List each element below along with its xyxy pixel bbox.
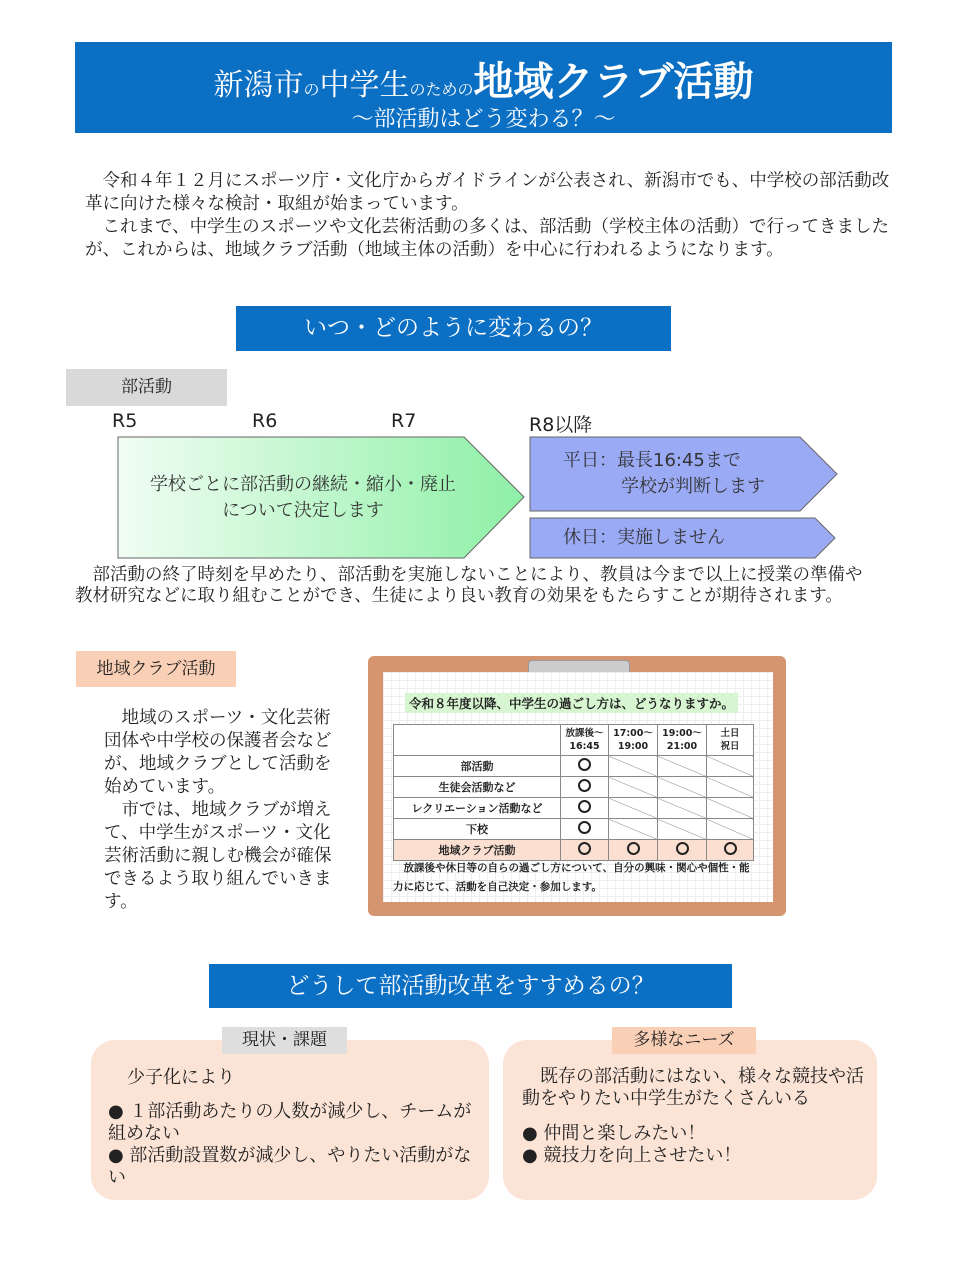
col-line: 19:00～ bbox=[662, 728, 702, 739]
needs-box bbox=[503, 1040, 877, 1200]
year-r7: R7 bbox=[391, 410, 417, 432]
bullet: ● 競技力を向上させたい！ bbox=[522, 1145, 742, 1166]
needs-lead: 既存の部活動にはない、様々な競技や活動をやりたい中学生がたくさんいる bbox=[522, 1066, 864, 1109]
header-blank bbox=[394, 725, 561, 756]
bukatsu-tag: 部活動 bbox=[66, 369, 227, 406]
page-subtitle: ～部活動はどう変わる？～ bbox=[351, 107, 616, 132]
circle-mark-cell bbox=[561, 777, 609, 798]
schedule-table bbox=[393, 724, 754, 861]
slashed-cell bbox=[658, 798, 707, 819]
slashed-cell bbox=[658, 777, 707, 798]
table-row bbox=[394, 798, 754, 819]
col-line: 放課後～ bbox=[565, 728, 604, 739]
col-header bbox=[658, 725, 707, 756]
col-header bbox=[707, 725, 754, 756]
text-line: 学校ごとに部活動の継続・縮小・廃止 bbox=[150, 474, 456, 495]
row-label: 部活動 bbox=[394, 756, 561, 777]
text-line: について決定します bbox=[222, 500, 384, 521]
circle-mark-cell bbox=[658, 840, 707, 861]
circle-mark-cell bbox=[561, 819, 609, 840]
needs-tag: 多様なニーズ bbox=[612, 1027, 756, 1054]
slashed-cell bbox=[658, 756, 707, 777]
club-tag: 地域クラブ活動 bbox=[76, 651, 236, 687]
circle-mark-cell bbox=[561, 798, 609, 819]
slashed-cell bbox=[707, 798, 754, 819]
bukatsu-note: 部活動の終了時刻を早めたり、部活動を実施しないことにより、教員は今まで以上に授業の準備や教材研究などに取り組むことができ、生徒により良い教育の効果をもたらすことが期待されます。 bbox=[75, 565, 863, 606]
schedule-footnote: 放課後や休日等の自らの過ごし方について、自分の興味・関心や個性・能力に応じて、活動を自己決定・参加します。 bbox=[393, 862, 750, 893]
schedule-title: 令和８年度以降、中学生の過ごし方は、どうなりますか。 bbox=[405, 693, 738, 713]
issues-tag: 現状・課題 bbox=[222, 1027, 347, 1054]
title-part: の bbox=[303, 80, 320, 99]
slashed-cell bbox=[609, 756, 658, 777]
title-part: 中学生 bbox=[319, 68, 410, 103]
slashed-cell bbox=[609, 798, 658, 819]
bullet: ● １部活動あたりの人数が減少し、チームが組めない bbox=[108, 1101, 472, 1144]
table-row bbox=[394, 819, 754, 840]
club-text: 地域のスポーツ・文化芸術団体や中学校の保護者会などが、地域クラブとして活動を始めています。 市では、地域クラブが増えて、中学生がスポーツ・文化芸術活動に親しむ機会が確保できるよう取り組んでいきます。 bbox=[104, 708, 332, 912]
circle-icon bbox=[627, 842, 640, 855]
table-row bbox=[394, 840, 754, 861]
circle-mark-cell bbox=[707, 840, 754, 861]
row-label: 生徒会活動など bbox=[394, 777, 561, 798]
circle-icon bbox=[724, 842, 737, 855]
circle-icon bbox=[578, 821, 591, 834]
issues-lead: 少子化により bbox=[127, 1067, 235, 1088]
holiday-text: 休日：実施しません bbox=[563, 527, 725, 548]
year-r5: R5 bbox=[112, 410, 138, 432]
needs-bullets bbox=[522, 1123, 867, 1167]
title-part: 地域クラブ活動 bbox=[473, 59, 754, 105]
year-r8: R8以降 bbox=[529, 414, 593, 436]
col-line: 16:45 bbox=[569, 741, 600, 752]
slashed-cell bbox=[707, 756, 754, 777]
slashed-cell bbox=[707, 819, 754, 840]
intro-paragraph: 令和４年１２月にスポーツ庁・文化庁からガイドラインが公表され、新潟市でも、中学校の部活動改革に向けた様々な検討・取組が始まっています。 bbox=[85, 171, 890, 214]
circle-icon bbox=[578, 842, 591, 855]
circle-icon bbox=[676, 842, 689, 855]
row-label: レクリエーション活動など bbox=[394, 798, 561, 819]
col-header bbox=[561, 725, 609, 756]
col-header bbox=[609, 725, 658, 756]
circle-icon bbox=[578, 800, 591, 813]
slashed-cell bbox=[707, 777, 754, 798]
row-label: 下校 bbox=[394, 819, 561, 840]
circle-mark-cell bbox=[561, 840, 609, 861]
table-row bbox=[394, 756, 754, 777]
circle-icon bbox=[578, 758, 591, 771]
weekday-text bbox=[563, 448, 765, 500]
slashed-cell bbox=[609, 819, 658, 840]
title-part: 新潟市 bbox=[213, 68, 304, 103]
col-line: 土日 bbox=[720, 728, 740, 739]
col-line: 17:00～ bbox=[613, 728, 653, 739]
title-part: のための bbox=[409, 80, 474, 99]
circle-mark-cell bbox=[561, 756, 609, 777]
row-label: 地域クラブ活動 bbox=[394, 840, 561, 861]
section-when-heading: いつ・どのように変わるの？ bbox=[236, 306, 671, 351]
circle-icon bbox=[578, 779, 591, 792]
intro-paragraph: これまで、中学生のスポーツや文化芸術活動の多くは、部活動（学校主体の活動）で行ってきましたが、これからは、地域クラブ活動（地域主体の活動）を中心に行われるようになります。 bbox=[85, 217, 889, 260]
col-line: 21:00 bbox=[666, 741, 698, 752]
circle-mark-cell bbox=[609, 840, 658, 861]
table-row bbox=[394, 777, 754, 798]
text-line: 平日：最長16:45まで bbox=[563, 450, 741, 471]
slashed-cell bbox=[609, 777, 658, 798]
year-r6: R6 bbox=[252, 410, 278, 432]
bullet: ● 仲間と楽しみたい！ bbox=[522, 1123, 706, 1144]
col-line: 祝日 bbox=[720, 741, 740, 752]
issues-bullets bbox=[108, 1101, 478, 1189]
bullet: ● 部活動設置数が減少し、やりたい活動がない bbox=[108, 1145, 472, 1188]
slashed-cell bbox=[658, 819, 707, 840]
green-arrow-text bbox=[118, 472, 488, 524]
section-why-heading: どうして部活動改革をすすめるの？ bbox=[209, 964, 732, 1008]
text-line: 学校が判断します bbox=[621, 476, 765, 497]
col-line: 19:00 bbox=[617, 741, 649, 752]
